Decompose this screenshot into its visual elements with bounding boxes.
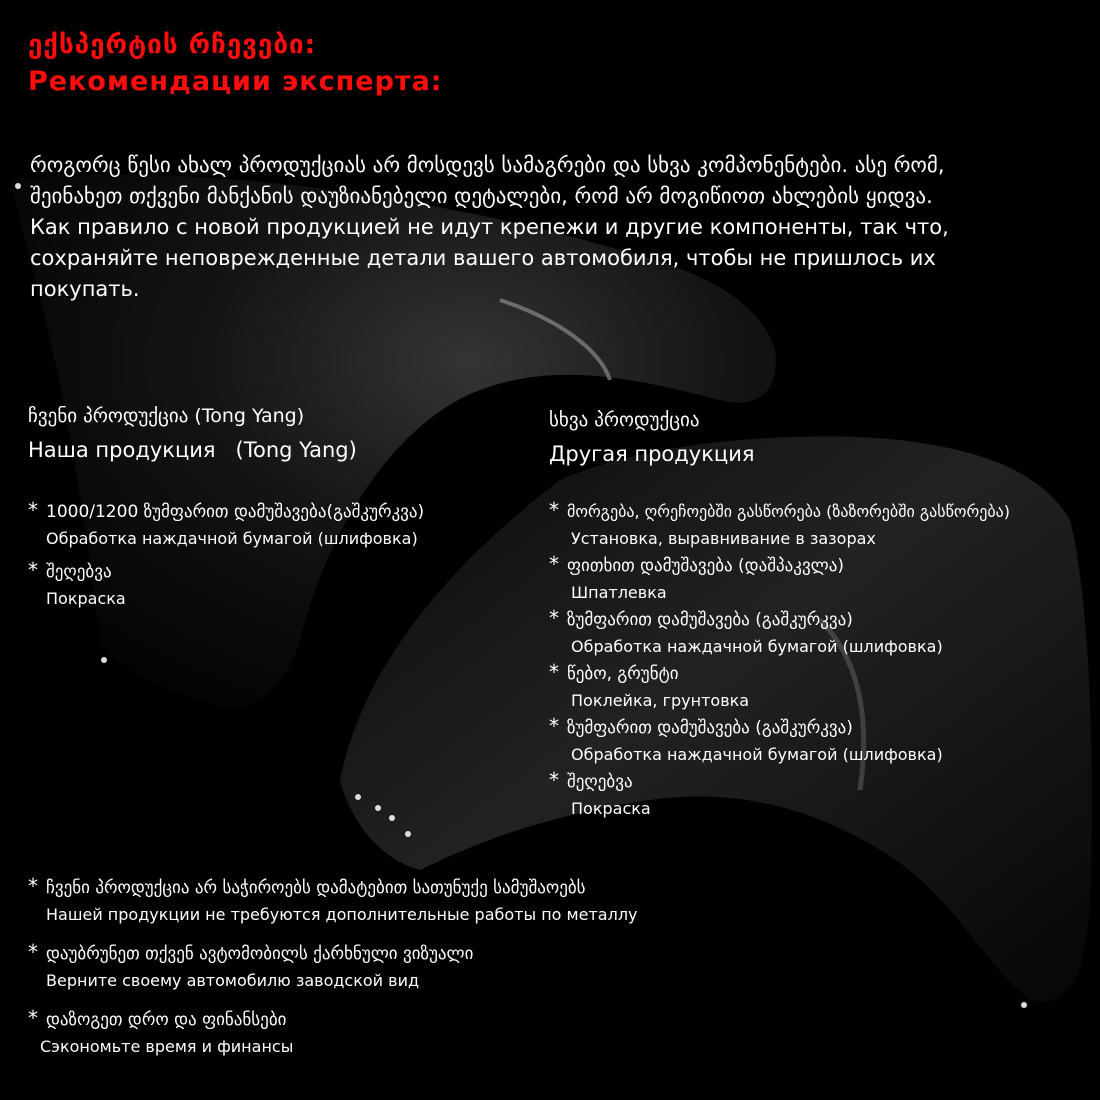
item-georgian: მორგება, ღრეჩოებში გასწორება (ზაზორებში გასწორება) xyxy=(567,502,1010,521)
intro-text xyxy=(30,150,1030,305)
our-product-heading-georgian: ჩვენი პროდუქცია (Tong Yang) xyxy=(28,405,305,427)
item-georgian: წებო, გრუნტი xyxy=(567,664,679,684)
mounting-hole xyxy=(375,805,381,811)
bullet-star: * xyxy=(28,874,38,898)
intro-paragraph-russian: Как правило с новой продукцией не идут крепежи и другие компоненты, так что, сохраняйте неповрежденные детали вашего автомобиля, чтобы не пришлось их покупать. xyxy=(30,215,949,301)
benefit-georgian: ჩვენი პროდუქცია არ საჭიროებს დამატებით სათუნუქე სამუშაოებს xyxy=(46,878,586,898)
benefit-russian: Нашей продукции не требуются дополнительные работы по металлу xyxy=(46,905,638,924)
page-title-georgian: ექსპერტის რჩევები: xyxy=(28,30,317,60)
bullet-star: * xyxy=(28,1006,38,1030)
bullet-star: * xyxy=(549,606,559,630)
list-item xyxy=(549,498,1099,552)
benefit-russian: Верните своему автомобилю заводской вид xyxy=(46,971,420,990)
bullet-star: * xyxy=(28,498,38,522)
item-russian: Покраска xyxy=(571,799,651,818)
item-georgian: 1000/1200 ზუმფარით დამუშავება(გაშკურკვა) xyxy=(46,502,425,522)
our-product-list xyxy=(28,498,528,618)
mounting-hole xyxy=(15,183,21,189)
list-item xyxy=(549,606,1099,660)
mounting-hole xyxy=(389,815,395,821)
benefit-russian: Сэкономьте время и финансы xyxy=(40,1037,294,1056)
bullet-star: * xyxy=(28,940,38,964)
our-product-heading xyxy=(28,404,357,462)
list-item xyxy=(549,552,1099,606)
other-product-heading xyxy=(549,408,755,466)
list-item xyxy=(28,874,928,928)
list-item xyxy=(28,558,528,612)
item-russian: Обработка наждачной бумагой (шлифовка) xyxy=(571,745,943,764)
bullet-star: * xyxy=(549,714,559,738)
our-product-heading-russian: Наша продукция (Tong Yang) xyxy=(28,438,357,462)
item-russian: Установка, выравнивание в зазорах xyxy=(571,529,876,548)
item-russian: Поклейка, грунтовка xyxy=(571,691,750,710)
item-georgian: ფითხით დამუშავება (დაშპაკვლა) xyxy=(567,556,845,576)
benefit-georgian: დაზოგეთ დრო და ფინანსები xyxy=(46,1010,287,1030)
mounting-hole xyxy=(355,794,361,800)
other-product-heading-georgian: სხვა პროდუქცია xyxy=(549,409,700,431)
list-item xyxy=(28,1006,928,1060)
bullet-star: * xyxy=(549,660,559,684)
intro-paragraph-georgian: როგორც წესი ახალ პროდუქციას არ მოსდევს სამაგრები და სხვა კომპონენტები. ასე რომ, შეინახეთ თქვენი მანქანის დაუზიანებელი დეტალები, რომ არ მოგიწიოთ ახლების ყიდვა. xyxy=(30,153,945,208)
bullet-star: * xyxy=(549,498,559,522)
bullet-star: * xyxy=(549,768,559,792)
item-georgian: შეღებვა xyxy=(46,562,112,582)
list-item xyxy=(549,714,1099,768)
list-item xyxy=(28,498,528,552)
bullet-star: * xyxy=(28,558,38,582)
benefit-georgian: დაუბრუნეთ თქვენ ავტომობილს ქარხნული ვიზუალი xyxy=(46,944,474,964)
page-title-russian: Рекомендации эксперта: xyxy=(28,66,443,97)
list-item xyxy=(28,940,928,994)
bullet-star: * xyxy=(549,552,559,576)
item-russian: Шпатлевка xyxy=(571,583,667,602)
other-product-heading-russian: Другая продукция xyxy=(549,442,755,466)
item-russian: Покраска xyxy=(46,589,126,608)
other-product-list xyxy=(549,498,1099,822)
list-item xyxy=(549,660,1099,714)
item-georgian: ზუმფარით დამუშავება (გაშკურკვა) xyxy=(567,718,853,738)
mounting-hole xyxy=(1021,1002,1027,1008)
benefits-list xyxy=(28,874,928,1072)
item-russian: Обработка наждачной бумагой (шлифовка) xyxy=(571,637,943,656)
mounting-hole xyxy=(101,657,107,663)
list-item xyxy=(549,768,1099,822)
mounting-hole xyxy=(405,831,411,837)
item-georgian: ზუმფარით დამუშავება (გაშკურკვა) xyxy=(567,610,853,630)
item-georgian: შეღებვა xyxy=(567,772,633,792)
item-russian: Обработка наждачной бумагой (шлифовка) xyxy=(46,529,418,548)
